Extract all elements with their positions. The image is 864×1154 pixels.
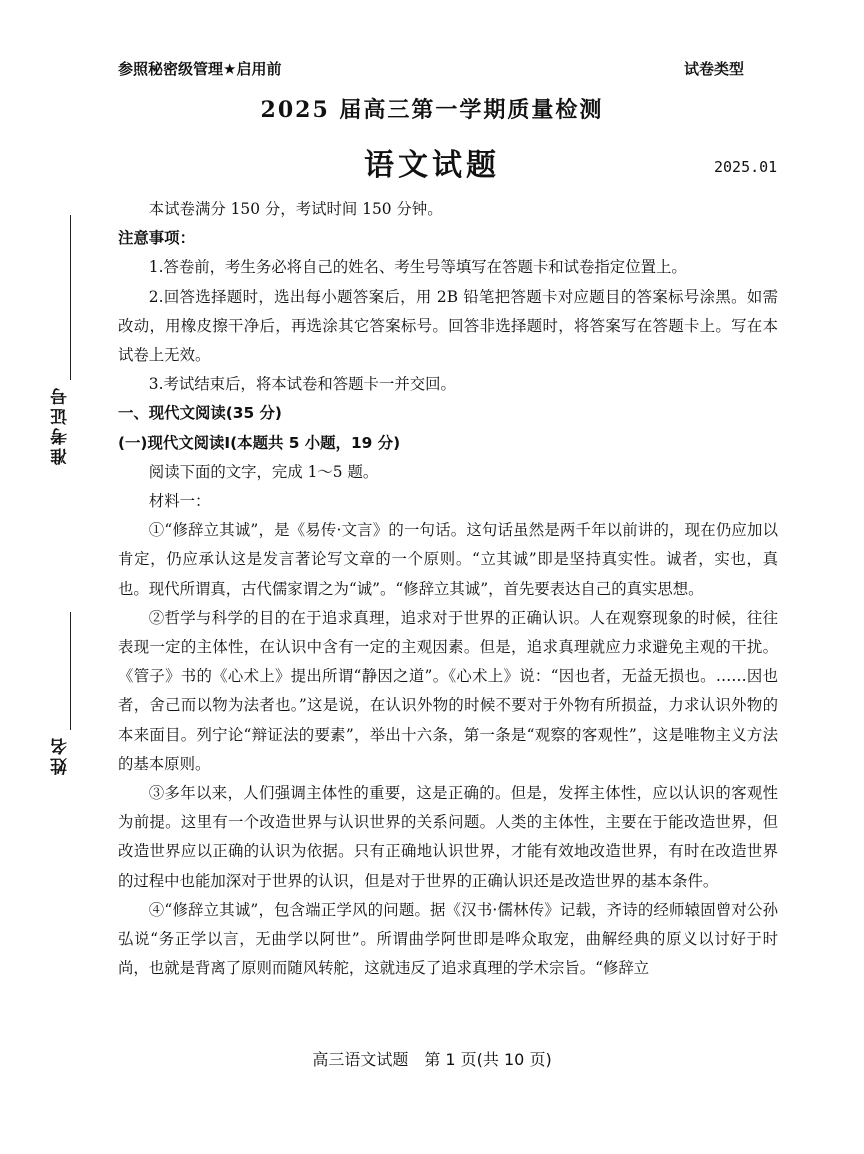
exam-body xyxy=(118,195,778,983)
paragraph-2: ②哲学与科学的目的在于追求真理，追求对于世界的正确认识。人在观察现象的时候，往往表现一定的主体性，在认识中含有一定的主观因素。但是，追求真理就应力求避免主观的干扰。《管子》书的《心术上》提出所谓“静因之道”。《心术上》说：“因也者，无益无损也。……因也者，舍己而以物为法者也。”这是说，在认识外物的时候不要对于外物有所损益，力求认识外物的本来面目。列宁论“辩证法的要素”，举出十六条，第一条是“观察的客观性”，这是唯物主义方法的基本原则。 xyxy=(118,608,778,773)
exam-title: 2025 届高三第一学期质量检测 xyxy=(260,97,604,123)
note-2: 2.回答选择题时，选出每小题答案后，用 2B 铅笔把答题卡对应题目的答案标号涂黑。如需改动，用橡皮擦干净后，再选涂其它答案标号。回答非选择题时，将答案写在答题卡上。写在本试卷上无效。 xyxy=(118,287,778,365)
name-label: 姓名 xyxy=(51,735,71,775)
paper-type-label: 试卷类型 xyxy=(683,60,744,78)
subject-title: 语文试题 xyxy=(364,148,500,183)
paragraph-3: ③多年以来，人们强调主体性的重要，这是正确的。但是，发挥主体性，应以认识的客观性为前提。这里有一个改造世界与认识世界的关系问题。人类的主体性，主要在于能改造世界，但改造世界应以正确的认识为依据。只有正确地认识世界，才能有效地改造世界，有时在改造世界的过程中也能加深对于世界的认识，但是对于世界的正确认识还是改造世界的基本条件。 xyxy=(118,784,778,890)
intro-text: 本试卷满分 150 分，考试时间 150 分钟。 xyxy=(148,200,443,218)
confidential-label: 参照秘密级管理★启用前 xyxy=(118,60,282,78)
subsection-heading: (一)现代文阅读Ⅰ(本题共 5 小题，19 分) xyxy=(118,433,401,452)
exam-date: 2025.01 xyxy=(714,158,778,176)
note-1: 1.答卷前，考生务必将自己的姓名、考生号等填写在答题卡和试卷指定位置上。 xyxy=(148,258,687,277)
exam-id-field xyxy=(48,385,73,465)
exam-id-line[interactable] xyxy=(70,215,71,380)
name-line[interactable] xyxy=(70,612,71,730)
page-footer: 高三语文试题 第 1 页(共 10 页) xyxy=(312,1050,552,1069)
name-field xyxy=(48,735,73,775)
paragraph-1: ①“修辞立其诚”，是《易传·文言》的一句话。这句话虽然是两千年以前讲的，现在仍应加以肯定，仍应承认这是发言著论写文章的一个原则。“立其诚”即是坚持真实性。诚者，实也，真也。现代所谓真，古代儒家谓之为“诚”。“修辞立其诚”，首先要表达自己的真实思想。 xyxy=(118,521,778,598)
notes-title: 注意事项： xyxy=(118,229,195,248)
section-heading: 一、现代文阅读(35 分) xyxy=(118,404,282,423)
material-label: 材料一： xyxy=(148,492,211,511)
note-3: 3.考试结束后，将本试卷和答题卡一并交回。 xyxy=(148,375,456,394)
paragraph-4: ④“修辞立其诚”，包含端正学风的问题。据《汉书·儒林传》记载，齐诗的经师辕固曾对公孙弘说“务正学以言，无曲学以阿世”。所谓曲学阿世即是哗众取宠，曲解经典的原义以讨好于时尚，也就是背离了原则而随风转舵，这就违反了追求真理的学术宗旨。“修辞立 xyxy=(118,900,778,978)
exam-id-label: 准考证号 xyxy=(51,385,71,465)
reading-instruction: 阅读下面的文字，完成 1～5 题。 xyxy=(148,462,379,481)
